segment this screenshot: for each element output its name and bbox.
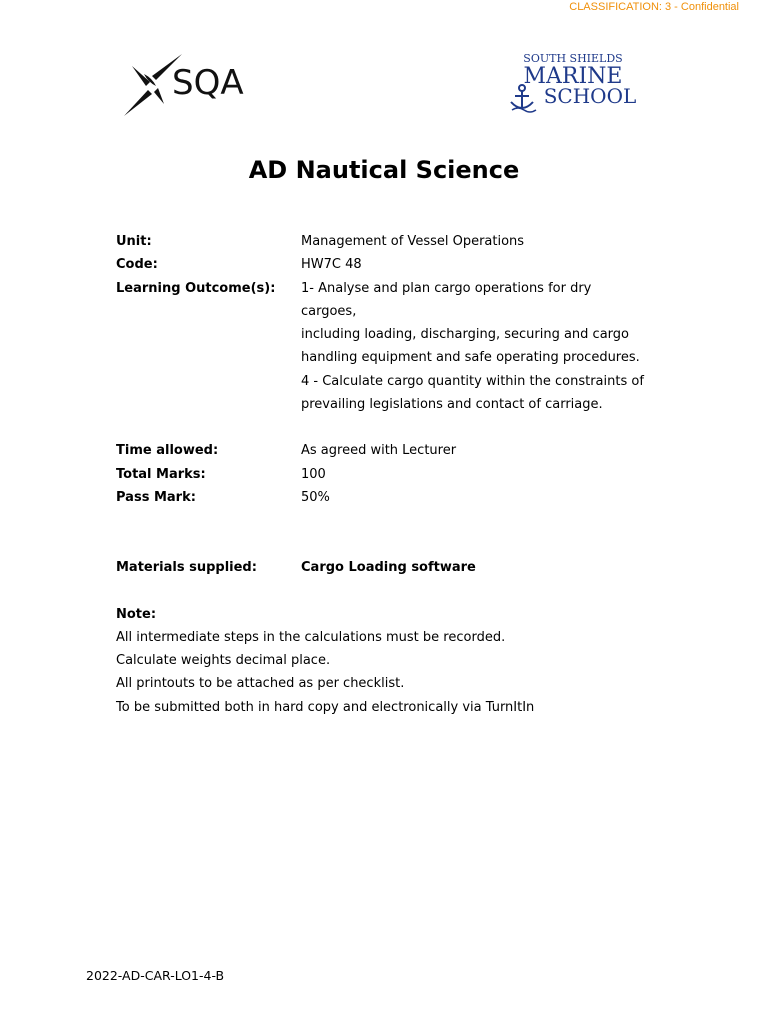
note-line: To be submitted both in hard copy and electronically via TurnItIn	[116, 699, 535, 715]
classification-label: CLASSIFICATION: 3 - Confidential	[569, 1, 739, 13]
learning-outcome-line: prevailing legislations and contact of carriage.	[301, 397, 603, 413]
code-value: HW7C 48	[301, 257, 362, 273]
total-marks-value: 100	[301, 466, 326, 482]
ssms-logo-line2: MARINE	[523, 64, 623, 89]
ssms-logo-line3: SCHOOL	[543, 84, 637, 108]
pass-mark-row	[116, 486, 646, 509]
learning-outcome-line: 4 - Calculate cargo quantity within the constraints of	[301, 373, 644, 389]
sqa-logo	[122, 52, 247, 118]
note-line: All intermediate steps in the calculations must be recorded.	[116, 629, 506, 645]
learning-outcomes-value	[301, 277, 646, 417]
pass-mark-value: 50%	[301, 489, 330, 505]
south-shields-marine-school-logo	[506, 50, 638, 114]
time-allowed-row	[116, 439, 646, 462]
time-allowed-label: Time allowed:	[116, 443, 219, 459]
ssms-logo-line1: SOUTH SHIELDS	[523, 52, 623, 65]
anchor-icon	[511, 85, 536, 112]
code-label: Code:	[116, 257, 158, 273]
note-section	[116, 603, 646, 719]
note-line: Calculate weights decimal place.	[116, 653, 331, 669]
materials-value: Cargo Loading software	[301, 560, 476, 576]
learning-outcome-line: 1- Analyse and plan cargo operations for dry cargoes,	[301, 280, 592, 319]
materials-row	[116, 556, 646, 579]
total-marks-label: Total Marks:	[116, 466, 206, 482]
page-title: AD Nautical Science	[248, 156, 520, 184]
total-marks-row	[116, 463, 646, 486]
sqa-logo-text: SQA	[172, 63, 244, 103]
learning-outcomes-row	[116, 277, 646, 417]
note-heading: Note:	[116, 606, 157, 622]
unit-label: Unit:	[116, 234, 152, 249]
document-code-footer: 2022-AD-CAR-LO1-4-B	[86, 968, 225, 983]
learning-outcomes-label: Learning Outcome(s):	[116, 280, 276, 296]
materials-label: Materials supplied:	[116, 560, 257, 576]
unit-row	[116, 230, 646, 253]
time-allowed-value: As agreed with Lecturer	[301, 443, 457, 459]
details-block	[116, 230, 646, 719]
pass-mark-label: Pass Mark:	[116, 489, 196, 505]
learning-outcome-line: handling equipment and safe operating procedures.	[301, 350, 640, 366]
learning-outcome-line: including loading, discharging, securing and cargo	[301, 327, 629, 343]
unit-value: Management of Vessel Operations	[301, 234, 525, 249]
code-row	[116, 253, 646, 276]
note-line: All printouts to be attached as per checklist.	[116, 676, 405, 692]
